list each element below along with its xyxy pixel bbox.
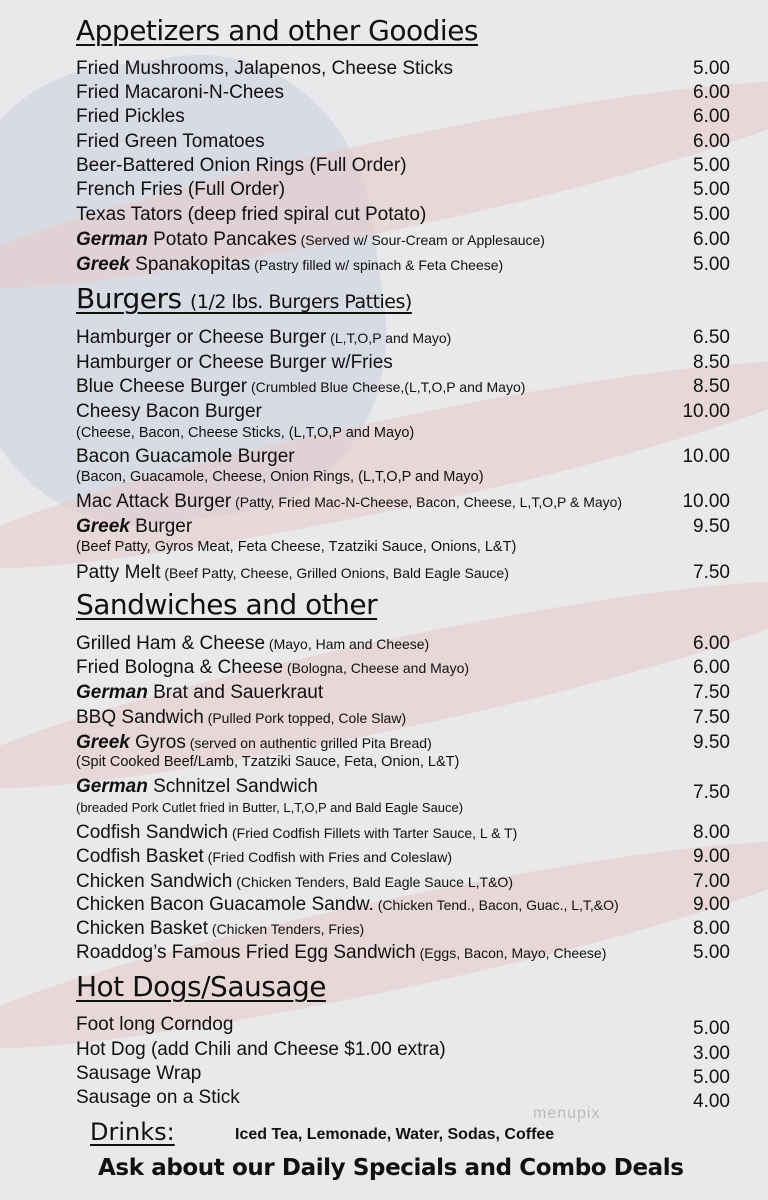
menu-item: German Schnitzel Sandwich 7.50: [76, 776, 730, 803]
menu-item: German Brat and Sauerkraut 7.50: [76, 682, 730, 703]
menu-item: Hamburger or Cheese Burger w/Fries 8.50: [76, 352, 730, 373]
menu-item: Codfish Sandwich (Fried Codfish Fillets with Tarter Sauce, L & T) 8.00: [76, 822, 730, 843]
menu-item: Codfish Basket (Fried Codfish with Fries and Coleslaw) 9.00: [76, 846, 730, 867]
menu-item: Fried Mushrooms, Jalapenos, Cheese Sticks 5.00: [76, 58, 730, 79]
menu-item: Hot Dog (add Chili and Cheese $1.00 extra) 3.00: [76, 1039, 730, 1064]
menu-item: Foot long Corndog 5.00: [76, 1014, 730, 1039]
drinks-list: Iced Tea, Lemonade, Water, Sodas, Coffee: [235, 1126, 555, 1143]
menu-item: German Potato Pancakes (Served w/ Sour-Cream or Applesauce) 6.00: [76, 229, 730, 250]
item-description: (Cheese, Bacon, Cheese Sticks, (L,T,O,P and Mayo): [76, 425, 415, 441]
menu-item: Chicken Basket (Chicken Tenders, Fries) 8.00: [76, 918, 730, 939]
item-description: (Spit Cooked Beef/Lamb, Tzatziki Sauce, Feta, Onion, L&T): [76, 754, 460, 770]
menu-item: Chicken Bacon Guacamole Sandw. (Chicken Tend., Bacon, Guac., L,T,&O) 9.00: [76, 894, 730, 915]
menu-item: Fried Pickles 6.00: [76, 106, 730, 127]
hotdogs-heading: Hot Dogs/Sausage: [76, 970, 326, 1003]
menu-item: Blue Cheese Burger (Crumbled Blue Cheese,(L,T,O,P and Mayo) 8.50: [76, 376, 730, 397]
menu-item: Hamburger or Cheese Burger (L,T,O,P and Mayo) 6.50: [76, 327, 730, 348]
menu-item: Sausage Wrap 5.00: [76, 1063, 730, 1088]
drinks-heading: Drinks:: [90, 1118, 175, 1146]
menu-item: Greek Gyros (served on authentic grilled Pita Bread) 9.50: [76, 732, 730, 753]
item-description: (Bacon, Guacamole, Cheese, Onion Rings, (L,T,O,P and Mayo): [76, 469, 484, 485]
specials-banner: Ask about our Daily Specials and Combo Deals: [98, 1155, 684, 1181]
menu-item: Fried Macaroni-N-Chees 6.00: [76, 82, 730, 103]
menu-item: Grilled Ham & Cheese (Mayo, Ham and Cheese) 6.00: [76, 633, 730, 654]
burgers-heading: Burgers (1/2 lbs. Burgers Patties): [76, 282, 412, 315]
appetizers-heading: Appetizers and other Goodies: [76, 14, 479, 47]
menu-item: Beer-Battered Onion Rings (Full Order) 5.00: [76, 155, 730, 176]
item-description: (Beef Patty, Gyros Meat, Feta Cheese, Tzatziki Sauce, Onions, L&T): [76, 539, 517, 555]
menu-item: French Fries (Full Order) 5.00: [76, 179, 730, 200]
menu-item: Fried Bologna & Cheese (Bologna, Cheese and Mayo) 6.00: [76, 657, 730, 678]
menu-item: Greek Spanakopitas (Pastry filled w/ spinach & Feta Cheese) 5.00: [76, 254, 730, 275]
menu-item: Chicken Sandwich (Chicken Tenders, Bald Eagle Sauce L,T&O) 7.00: [76, 871, 730, 892]
watermark: menupix: [533, 1105, 601, 1122]
menu-item: Greek Burger 9.50: [76, 516, 730, 537]
menu-item: Mac Attack Burger (Patty, Fried Mac-N-Cheese, Bacon, Cheese, L,T,O,P & Mayo) 10.00: [76, 491, 730, 512]
menu-item: Bacon Guacamole Burger 10.00: [76, 446, 730, 467]
menu-item: Sausage on a Stick 4.00: [76, 1087, 730, 1112]
menu-item: Cheesy Bacon Burger 10.00: [76, 401, 730, 422]
menu-item: Fried Green Tomatoes 6.00: [76, 131, 730, 152]
menu-item: Texas Tators (deep fried spiral cut Potato) 5.00: [76, 204, 730, 225]
menu-item: Roaddog’s Famous Fried Egg Sandwich (Eggs, Bacon, Mayo, Cheese) 5.00: [76, 942, 730, 963]
item-description: (breaded Pork Cutlet fried in Butter, L,T,O,P and Bald Eagle Sauce): [76, 800, 464, 815]
menu-item: BBQ Sandwich (Pulled Pork topped, Cole Slaw) 7.50: [76, 707, 730, 728]
sandwiches-heading: Sandwiches and other: [76, 588, 378, 621]
menu-item: Patty Melt (Beef Patty, Cheese, Grilled Onions, Bald Eagle Sauce) 7.50: [76, 562, 730, 583]
